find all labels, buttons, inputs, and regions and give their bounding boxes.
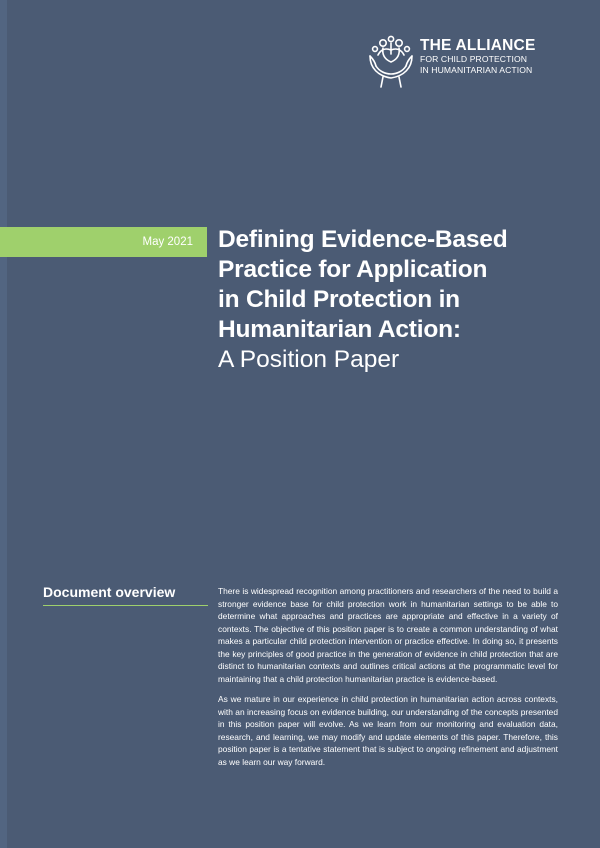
overview-heading: Document overview xyxy=(43,584,176,600)
title-block xyxy=(218,225,588,375)
overview-body xyxy=(218,585,558,776)
date-band xyxy=(0,227,207,257)
logo-name: THE ALLIANCE xyxy=(420,37,536,54)
title-line-2: Practice for Application xyxy=(218,256,488,283)
alliance-hands-icon xyxy=(366,34,416,90)
logo-subtitle-line1: FOR CHILD PROTECTION xyxy=(420,54,528,64)
title-line-3: in Child Protection in xyxy=(218,286,460,313)
overview-paragraph-1: There is widespread recognition among practitioners and researchers of the need to build a stronger evidence base for child protection work in humanitarian settings to be able to determine what approaches and practices are appropriate and effective in a variety of contexts. The objective of this position paper is to create a common understanding of what makes a particular child protection intervention or practice effective. In doing so, it presents the key principles of good practice in the generation of evidence in child protection that are distinct to humanitarian contexts and outlines critical actions at the programmatic level for maintaining that a child protection humanitarian practice is evidence-based. xyxy=(218,586,558,684)
title-line-4: Humanitarian Action: xyxy=(218,316,461,343)
logo-text xyxy=(420,38,580,75)
document-title xyxy=(218,225,588,345)
document-subtitle: A Position Paper xyxy=(218,346,400,373)
overview-paragraph-2: As we mature in our experience in child protection in humanitarian action across contexts, with an increasing focus on evidence building, our understanding of the concepts presented in this position paper will evolve. As we learn from our monitoring and evaluation data, research, and learning, we may modify and update elements of this paper. Therefore, this position paper is a tentative statement that is subject to ongoing refinement and adjustment as we learn our way forward. xyxy=(218,694,558,767)
left-edge-stripe xyxy=(0,0,7,848)
logo-subtitle-line2: IN HUMANITARIAN ACTION xyxy=(420,64,533,75)
overview-divider xyxy=(43,605,208,606)
publication-date: May 2021 xyxy=(142,236,193,248)
alliance-logo xyxy=(366,34,576,94)
title-line-1: Defining Evidence-Based xyxy=(218,226,508,253)
